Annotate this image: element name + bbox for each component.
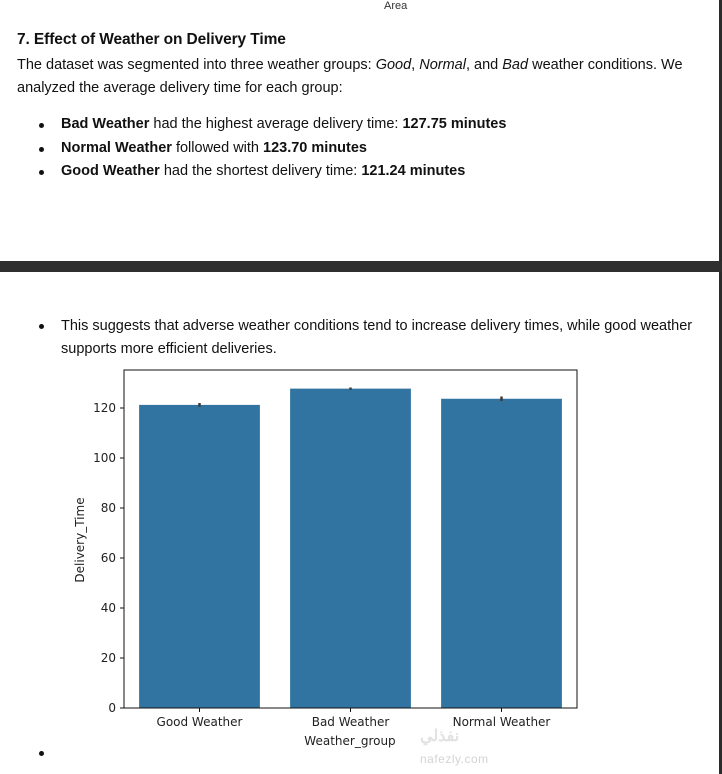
y-tick-label: 20 xyxy=(100,651,116,665)
x-tick-label: Normal Weather xyxy=(452,715,551,729)
finding-text: had the shortest delivery time: xyxy=(159,163,362,179)
finding-lead: Bad Weather xyxy=(61,116,150,132)
y-tick-label: 60 xyxy=(100,551,116,565)
intro-text-4: weather conditions. We analyzed the average delivery time for each group: xyxy=(17,57,683,96)
finding-text: followed with xyxy=(171,139,264,156)
bullet-dot xyxy=(39,751,44,756)
x-tick-label: Bad Weather xyxy=(311,715,390,729)
top-caption: Area xyxy=(384,0,408,12)
conclusion-text: This suggests that adverse weather conditions tend to increase delivery times, while good weather supports more efficient deliveries. xyxy=(61,318,693,357)
watermark-logo: nafezly.com xyxy=(420,752,489,766)
y-tick-label: 80 xyxy=(100,501,116,515)
x-tick-label: Good Weather xyxy=(156,715,243,729)
intro-normal: Normal xyxy=(419,57,466,73)
finding-lead: Good Weather xyxy=(61,163,160,179)
y-tick-label: 100 xyxy=(93,451,116,465)
finding-value: 127.75 minutes xyxy=(402,116,507,132)
bar-normal-weather xyxy=(441,399,562,708)
section-heading: 7. Effect of Weather on Delivery Time xyxy=(17,31,286,48)
y-tick-label: 120 xyxy=(93,401,116,415)
finding-lead: Normal Weather xyxy=(61,139,172,156)
intro-bad: Bad xyxy=(502,57,529,73)
finding-value: 121.24 minutes xyxy=(361,163,466,179)
bar-bad-weather xyxy=(290,389,411,708)
bar-good-weather xyxy=(139,405,260,708)
intro-text-2: , xyxy=(411,57,420,73)
intro-text-3: , and xyxy=(465,57,503,73)
y-tick-label: 0 xyxy=(108,701,116,715)
intro-good: Good xyxy=(375,57,412,73)
y-tick-label: 40 xyxy=(100,601,116,615)
watermark-arabic: نفذلي xyxy=(420,728,460,745)
x-axis-label: Weather_group xyxy=(304,734,396,748)
intro-text-1: The dataset was segmented into three weather groups: xyxy=(17,57,376,73)
finding-text: had the highest average delivery time: xyxy=(149,116,403,132)
finding-value: 123.70 minutes xyxy=(263,139,367,156)
y-axis-label: Delivery_Time xyxy=(73,497,87,583)
